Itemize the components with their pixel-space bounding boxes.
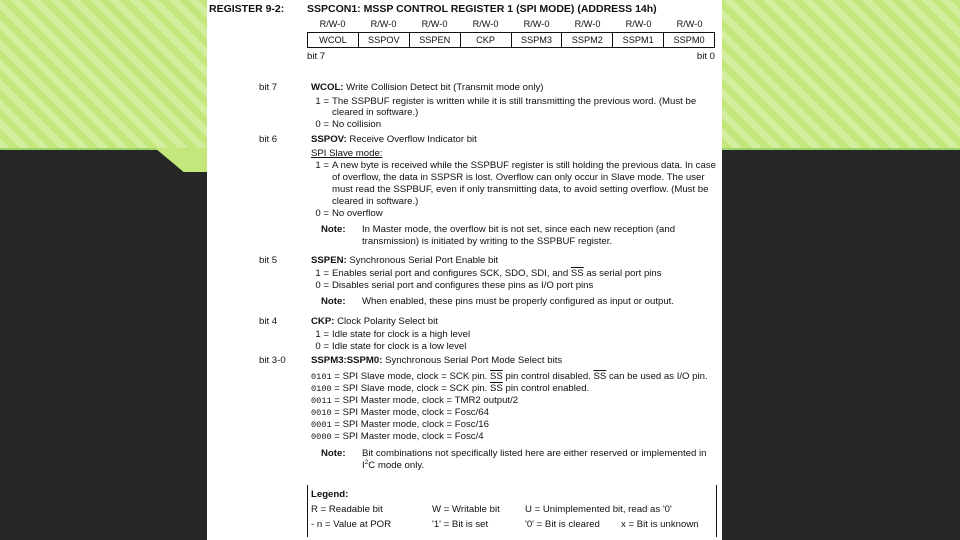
wcol-desc-1: The SSPBUF register is written while it is still transmitting the previous word. (Must be [332,96,697,107]
legend-readable: R = Readable bit [311,504,383,515]
legend-value-por: - n = Value at POR [311,519,392,530]
ckp-heading: CKP: Clock Polarity Select bit [311,316,438,327]
sspov-value-1: 1 = [315,160,329,171]
sspen-desc-0: Disables serial port and configures these pins as I/O port pins [332,280,594,291]
access-cell: R/W-0 [625,19,652,29]
sspen-desc-1: Enables serial port and configures SCK, SDO, SDI, and $\overline{SS}$ as serial port pins [332,268,662,279]
sspm-mode-0000: 0000 = SPI Master mode, clock = Fosc/4 [311,431,484,442]
bit-cell-sspen: SSPEN [410,33,461,47]
sspov-desc-1-l1: A new byte is received while the SSPBUF register is still holding the previous data. In case [332,160,716,171]
ckp-desc-1: Idle state for clock is a high level [332,329,471,340]
sspov-note-label: Note: [321,224,346,235]
sspen-note-text: When enabled, these pins must be properly configured as input or output. [362,296,674,307]
ckp-value-1: 1 = [315,329,329,340]
legend-bit-cleared: '0' = Bit is cleared [525,519,600,530]
sspen-value-1: 1 = [315,268,329,279]
sspm-mode-0010: 0010 = SPI Master mode, clock = Fosc/64 [311,407,489,418]
bit-cell-sspm2: SSPM2 [562,33,613,47]
bit-cell-sspm3: SSPM3 [512,33,563,47]
access-cell: R/W-0 [472,19,499,29]
ckp-desc-0: Idle state for clock is a low level [332,341,467,352]
wcol-heading: WCOL: Write Collision Detect bit (Transmit mode only) [311,82,544,93]
sspen-note-label: Note: [321,296,346,307]
bit-cell-sspm1: SSPM1 [613,33,664,47]
sspm-note-l2: $I^2C$ mode only. [362,458,425,471]
sspov-heading: SSPOV: Receive Overflow Indicator bit [311,134,477,145]
sspm-note-label: Note: [321,448,346,459]
bit-cell-wcol: WCOL [308,33,359,47]
wcol-desc-0: No collision [332,119,382,130]
register-label: REGISTER 9-2: [209,3,285,15]
sspov-note-l2: transmission) is initiated by writing to the SSPBUF register. [362,236,613,247]
sspm-mode-0100: 0100 = SPI Slave mode, clock = SCK pin. $\overline{SS}$ pin control enabled. [311,383,590,394]
register-document [207,0,722,540]
sspov-bit-number: bit 6 [259,134,278,145]
sspov-desc-1-l4: cleared in software.) [332,196,419,207]
sspm-mode-0001: 0001 = SPI Master mode, clock = Fosc/16 [311,419,489,430]
sspov-mode-label: SPI Slave mode: [311,148,383,159]
bit-cell-sspm0: SSPM0 [673,35,705,45]
sspov-desc-1-l3: must read the SSPBUF, even if only transmitting data, to avoid setting overflow. (Must be [332,184,709,195]
access-cell: R/W-0 [421,19,448,29]
sspov-note-l1: In Master mode, the overflow bit is not set, since each new reception (and [362,224,676,235]
sspm-note-l1: Bit combinations not specifically listed here are either reserved or implemented in [362,448,707,459]
legend-unimplemented: U = Unimplemented bit, read as '0' [525,504,672,515]
sspov-desc-0: No overflow [332,208,383,219]
wcol-bit-number: bit 7 [259,82,278,93]
access-cell: R/W-0 [574,19,601,29]
ckp-bit-number: bit 4 [259,316,278,327]
sspm-heading: SSPM3:SSPM0: Synchronous Serial Port Mode Select bits [311,355,563,366]
bit7-label: bit 7 [307,51,326,62]
legend-writable: W = Writable bit [432,504,500,515]
access-cell: R/W-0 [319,19,346,29]
band-notch [155,148,207,172]
wcol-desc-1-cont: cleared in software.) [332,107,419,118]
bit-field-row [307,32,715,48]
bit-cell-ckp: CKP [461,33,512,47]
wcol-value-0: 0 = [315,119,329,130]
access-cell: R/W-0 [370,19,397,29]
sspm-bit-number: bit 3-0 [259,355,286,366]
bit0-label: bit 0 [696,51,715,62]
register-title: SSPCON1: MSSP CONTROL REGISTER 1 (SPI MODE) (ADDRESS 14h) [307,3,657,15]
sspov-value-0: 0 = [315,208,329,219]
ckp-value-0: 0 = [315,341,329,352]
access-row [307,19,715,31]
sspen-value-0: 0 = [315,280,329,291]
sspen-heading: SSPEN: Synchronous Serial Port Enable bit [311,255,499,266]
sspov-desc-1-l2: of overflow, the data in SSPSR is lost. Overflow can only occur in Slave mode. The user [332,172,705,183]
sspen-bit-number: bit 5 [259,255,278,266]
sspm-mode-0101: 0101 = SPI Slave mode, clock = SCK pin. $\overline{SS}$ pin control disabled. $\overline{SS}$ can be used as I/O pin. [311,371,708,382]
access-cell: R/W-0 [676,19,703,29]
sspm-mode-0011: 0011 = SPI Master mode, clock = TMR2 output/2 [311,395,519,406]
legend-title: Legend: [311,489,349,500]
legend-bit-set: '1' = Bit is set [432,519,489,530]
bit-cell-sspov: SSPOV [359,33,410,47]
access-cell: R/W-0 [523,19,550,29]
legend-bit-unknown: x = Bit is unknown [621,519,699,530]
wcol-value-1: 1 = [315,96,329,107]
